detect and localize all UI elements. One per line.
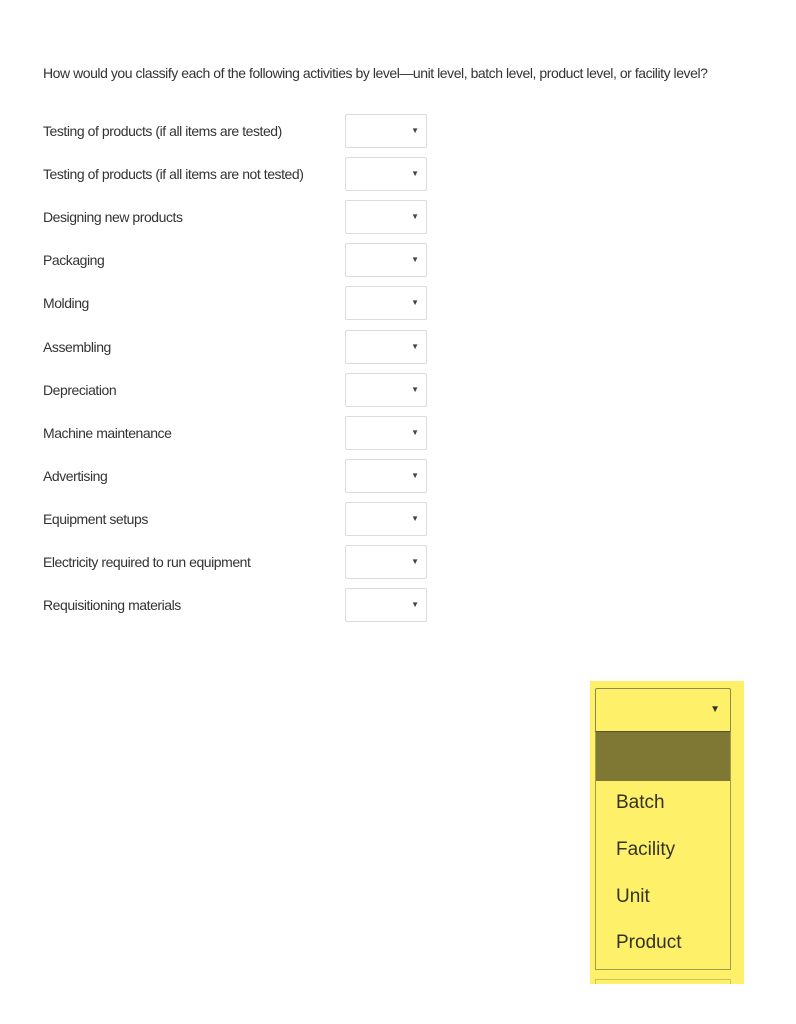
dropdown-zoom-inset bbox=[590, 681, 744, 984]
activity-row bbox=[0, 502, 500, 538]
level-dropdown[interactable] bbox=[345, 330, 427, 364]
level-dropdown[interactable] bbox=[345, 200, 427, 234]
dropdown-arrow-icon: ▼ bbox=[411, 169, 419, 178]
activity-row bbox=[0, 416, 500, 452]
dropdown-options-list bbox=[595, 732, 731, 970]
activity-label: Molding bbox=[43, 295, 89, 311]
dropdown-option-facility[interactable]: Facility bbox=[616, 839, 676, 860]
activity-label: Depreciation bbox=[43, 382, 117, 398]
activity-label: Packaging bbox=[43, 252, 105, 268]
dropdown-arrow-icon: ▼ bbox=[411, 212, 419, 221]
activity-row bbox=[0, 373, 500, 409]
level-dropdown[interactable] bbox=[345, 545, 427, 579]
activity-label: Assembling bbox=[43, 339, 111, 355]
activity-label: Equipment setups bbox=[43, 511, 148, 527]
activity-label: Designing new products bbox=[43, 209, 183, 225]
level-dropdown[interactable] bbox=[345, 502, 427, 536]
level-dropdown[interactable] bbox=[345, 243, 427, 277]
level-dropdown[interactable] bbox=[345, 416, 427, 450]
question-text: How would you classify each of the following activities by level—unit level, batch level, product level, or facility level? bbox=[43, 65, 708, 81]
activity-label: Advertising bbox=[43, 468, 108, 484]
level-dropdown[interactable] bbox=[345, 286, 427, 320]
activity-label: Testing of products (if all items are tested) bbox=[43, 123, 282, 139]
dropdown-arrow-icon: ▼ bbox=[411, 342, 419, 351]
activity-row bbox=[0, 114, 500, 150]
activity-row bbox=[0, 200, 500, 236]
dropdown-arrow-icon: ▼ bbox=[411, 557, 419, 566]
dropdown-arrow-icon: ▼ bbox=[411, 600, 419, 609]
activity-label: Testing of products (if all items are not tested) bbox=[43, 166, 304, 182]
level-dropdown[interactable] bbox=[345, 459, 427, 493]
activity-row bbox=[0, 588, 500, 624]
level-dropdown-open[interactable] bbox=[595, 688, 731, 732]
activity-label: Electricity required to run equipment bbox=[43, 554, 251, 570]
activity-row bbox=[0, 330, 500, 366]
level-dropdown[interactable] bbox=[345, 114, 427, 148]
activity-row bbox=[0, 286, 500, 322]
dropdown-arrow-icon: ▼ bbox=[411, 255, 419, 264]
level-dropdown[interactable] bbox=[345, 588, 427, 622]
activity-row bbox=[0, 243, 500, 279]
next-dropdown-edge bbox=[595, 979, 731, 984]
dropdown-arrow-icon: ▼ bbox=[411, 385, 419, 394]
level-dropdown[interactable] bbox=[345, 373, 427, 407]
activity-row bbox=[0, 459, 500, 495]
dropdown-option-product[interactable]: Product bbox=[616, 932, 682, 953]
dropdown-arrow-icon: ▼ bbox=[710, 704, 720, 715]
dropdown-option-unit[interactable]: Unit bbox=[616, 886, 650, 907]
dropdown-arrow-icon: ▼ bbox=[411, 126, 419, 135]
dropdown-arrow-icon: ▼ bbox=[411, 428, 419, 437]
dropdown-arrow-icon: ▼ bbox=[411, 471, 419, 480]
dropdown-arrow-icon: ▼ bbox=[411, 298, 419, 307]
dropdown-arrow-icon: ▼ bbox=[411, 514, 419, 523]
activity-row bbox=[0, 157, 500, 193]
activity-row bbox=[0, 545, 500, 581]
activity-label: Machine maintenance bbox=[43, 425, 172, 441]
activity-label: Requisitioning materials bbox=[43, 597, 181, 613]
level-dropdown[interactable] bbox=[345, 157, 427, 191]
dropdown-option-batch[interactable]: Batch bbox=[616, 792, 665, 813]
dropdown-option-blank-highlighted[interactable] bbox=[596, 732, 730, 781]
